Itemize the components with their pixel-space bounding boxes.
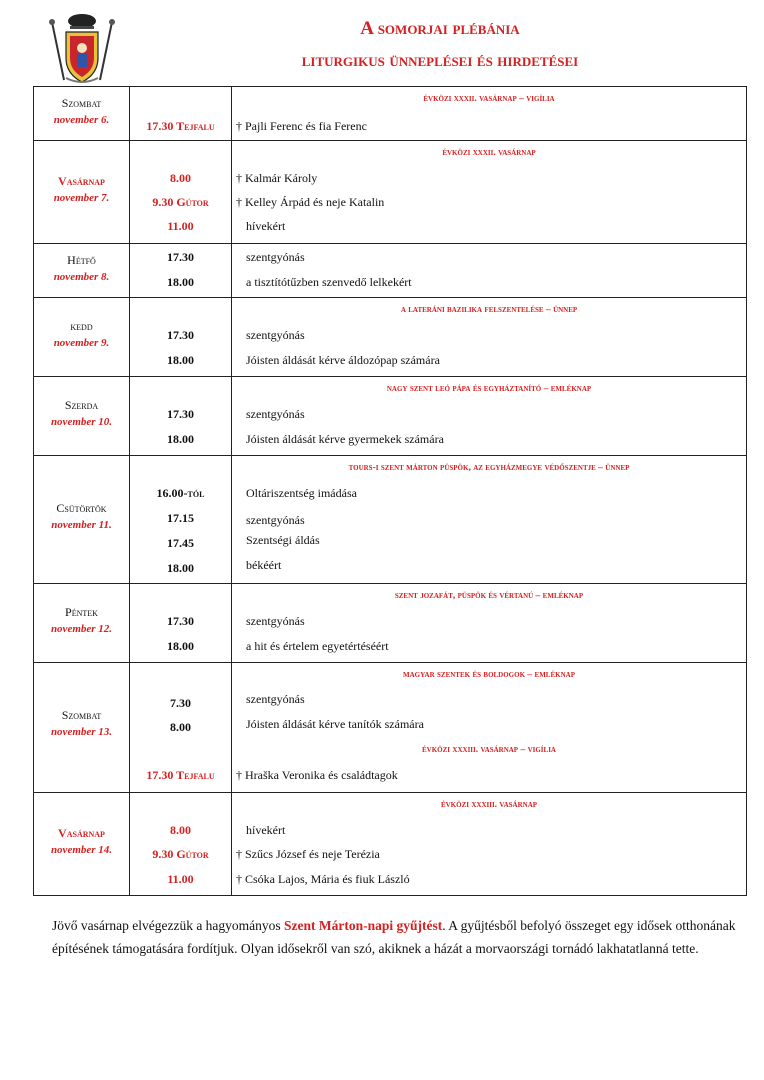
mass-intention: Jóisten áldását kérve gyermekek számára [246, 432, 444, 446]
mass-time: 16.00-tól [156, 486, 205, 500]
mass-intention: hívekért [246, 219, 286, 233]
document-subtitle: liturgikus ünneplései és hirdetései [301, 50, 579, 70]
mass-time: 8.00 [170, 171, 191, 185]
time-cell [130, 141, 232, 244]
mass-intention: † Szűcs József és neje Terézia [236, 847, 380, 861]
day-cell [34, 87, 130, 141]
mass-intention: szentgyónás [246, 692, 305, 706]
day-date: november 10. [50, 416, 113, 428]
day-cell [34, 298, 130, 377]
day-row [34, 87, 747, 141]
intention-cell [232, 298, 747, 377]
mass-intention: Oltáriszentség imádása [246, 486, 357, 500]
day-name: Péntek [65, 605, 98, 619]
mass-time: 18.00 [167, 275, 194, 289]
document-title: A somorjai plébánia [360, 18, 520, 39]
mass-intention: szentgyónás [246, 614, 305, 628]
time-cell [130, 793, 232, 896]
time-cell [130, 456, 232, 584]
day-cell [34, 663, 130, 793]
mass-time: 18.00 [167, 432, 194, 446]
mass-intention: a tisztítótűzben szenvedő lelkekért [246, 275, 412, 289]
mass-time: 7.30 [170, 696, 191, 710]
mass-time: 9.30 Gútor [152, 195, 209, 209]
day-name: Szombat [61, 96, 102, 110]
mass-intention: † Csóka Lajos, Mária és fiuk László [236, 872, 410, 886]
day-date: november 7. [53, 192, 110, 204]
day-date: november 8. [53, 271, 110, 283]
mass-intention: szentgyónás [246, 328, 305, 342]
feast-heading: évközi xxxiii. vasárnap – vigília [422, 745, 556, 755]
announcement-text: . A gyűjtésből befolyó összeget egy idősek otthonának építésének támogatására fordítjuk. Olyan idősekről van szó, akiknek a házát a morvaországi tornádó lakhatatlanná tette. [52, 918, 736, 956]
feast-heading: nagy szent leó pápa és egyháztanító – emléknap [386, 384, 592, 394]
day-row [34, 584, 747, 663]
mass-time: 17.30 [167, 250, 194, 264]
time-cell [130, 663, 232, 793]
mass-intention: hívekért [246, 823, 286, 837]
intention-cell [232, 87, 747, 141]
day-date: november 13. [50, 726, 113, 738]
intention-cell [232, 141, 747, 244]
time-cell [130, 244, 232, 298]
day-name: kedd [70, 319, 93, 333]
mass-intention: † Pajli Ferenc és fia Ferenc [236, 119, 367, 133]
intention-cell [232, 244, 747, 298]
mass-intention: a hit és értelem egyetértéséért [246, 639, 389, 653]
mass-time: 17.30 Tejfalu [146, 768, 215, 782]
intention-cell [232, 584, 747, 663]
intention-cell [232, 377, 747, 456]
mass-time: 8.00 [170, 720, 191, 734]
liturgy-schedule-table [33, 86, 747, 896]
intention-cell [232, 793, 747, 896]
day-cell [34, 244, 130, 298]
day-name: Vasárnap [58, 826, 105, 840]
day-row [34, 298, 747, 377]
mass-intention: szentgyónás [246, 513, 305, 527]
day-name: Hétfő [67, 253, 96, 267]
mass-time: 18.00 [167, 353, 194, 367]
mass-time: 17.30 Tejfalu [146, 119, 215, 133]
day-name: Vasárnap [58, 174, 105, 188]
mass-intention: Jóisten áldását kérve áldozópap számára [246, 353, 440, 367]
mass-time: 17.30 [167, 614, 194, 628]
day-row [34, 141, 747, 244]
feast-heading: évközi xxxiii. vasárnap [440, 800, 538, 810]
day-name: Csütörtök [56, 501, 107, 515]
mass-time: 17.30 [167, 407, 194, 421]
day-cell [34, 793, 130, 896]
mass-time: 11.00 [167, 872, 194, 886]
intention-cell [232, 663, 747, 793]
mass-time: 18.00 [167, 639, 194, 653]
time-cell [130, 87, 232, 141]
feast-heading: évközi xxxii. vasárnap [442, 148, 536, 158]
mass-intention: szentgyónás [246, 407, 305, 421]
feast-heading: tours-i szent márton püspök, az egyházmegye védőszentje – ünnep [348, 463, 630, 473]
day-cell [34, 584, 130, 663]
day-row [34, 793, 747, 896]
day-date: november 14. [50, 844, 113, 856]
feast-heading: évközi xxxii. vasárnap – vigília [423, 94, 555, 104]
feast-heading: a lateráni bazilika felszentelése – ünnep [400, 305, 578, 315]
day-row [34, 244, 747, 298]
announcement-paragraph [52, 914, 742, 960]
announcement-highlight: Szent Márton-napi gyűjtést [284, 918, 443, 933]
mass-time: 8.00 [170, 823, 191, 837]
day-date: november 12. [50, 623, 113, 635]
time-cell [130, 584, 232, 663]
announcement-text: Jövő vasárnap elvégezzük a hagyományos [52, 918, 285, 933]
feast-heading: magyar szentek és boldogok – emléknap [403, 670, 575, 680]
mass-intention: † Hraška Veronika és családtagok [236, 768, 398, 782]
mass-intention: Szentségi áldás [246, 533, 320, 547]
day-name: Szerda [64, 398, 99, 412]
day-cell [34, 456, 130, 584]
mass-intention: Jóisten áldását kérve tanítók számára [246, 717, 424, 731]
day-row [34, 377, 747, 456]
feast-heading: szent jozafát, püspök és vértanú – emléknap [394, 591, 584, 601]
day-date: november 6. [53, 114, 110, 126]
day-name: Szombat [61, 708, 102, 722]
day-date: november 9. [53, 337, 110, 349]
mass-intention: † Kalmár Károly [236, 171, 318, 185]
mass-time: 17.15 [167, 511, 194, 525]
mass-time: 17.45 [167, 536, 194, 550]
mass-time: 9.30 Gútor [152, 847, 209, 861]
mass-time: 17.30 [167, 328, 194, 342]
mass-intention: szentgyónás [246, 250, 305, 264]
time-cell [130, 298, 232, 377]
mass-time: 18.00 [167, 561, 194, 575]
day-cell [34, 141, 130, 244]
mass-intention: békéért [246, 558, 282, 572]
day-cell [34, 377, 130, 456]
mass-intention: † Kelley Árpád és neje Katalin [236, 195, 385, 209]
day-row [34, 663, 747, 793]
day-row [34, 456, 747, 584]
intention-cell [232, 456, 747, 584]
mass-time: 11.00 [167, 219, 194, 233]
time-cell [130, 377, 232, 456]
day-date: november 11. [51, 519, 112, 531]
